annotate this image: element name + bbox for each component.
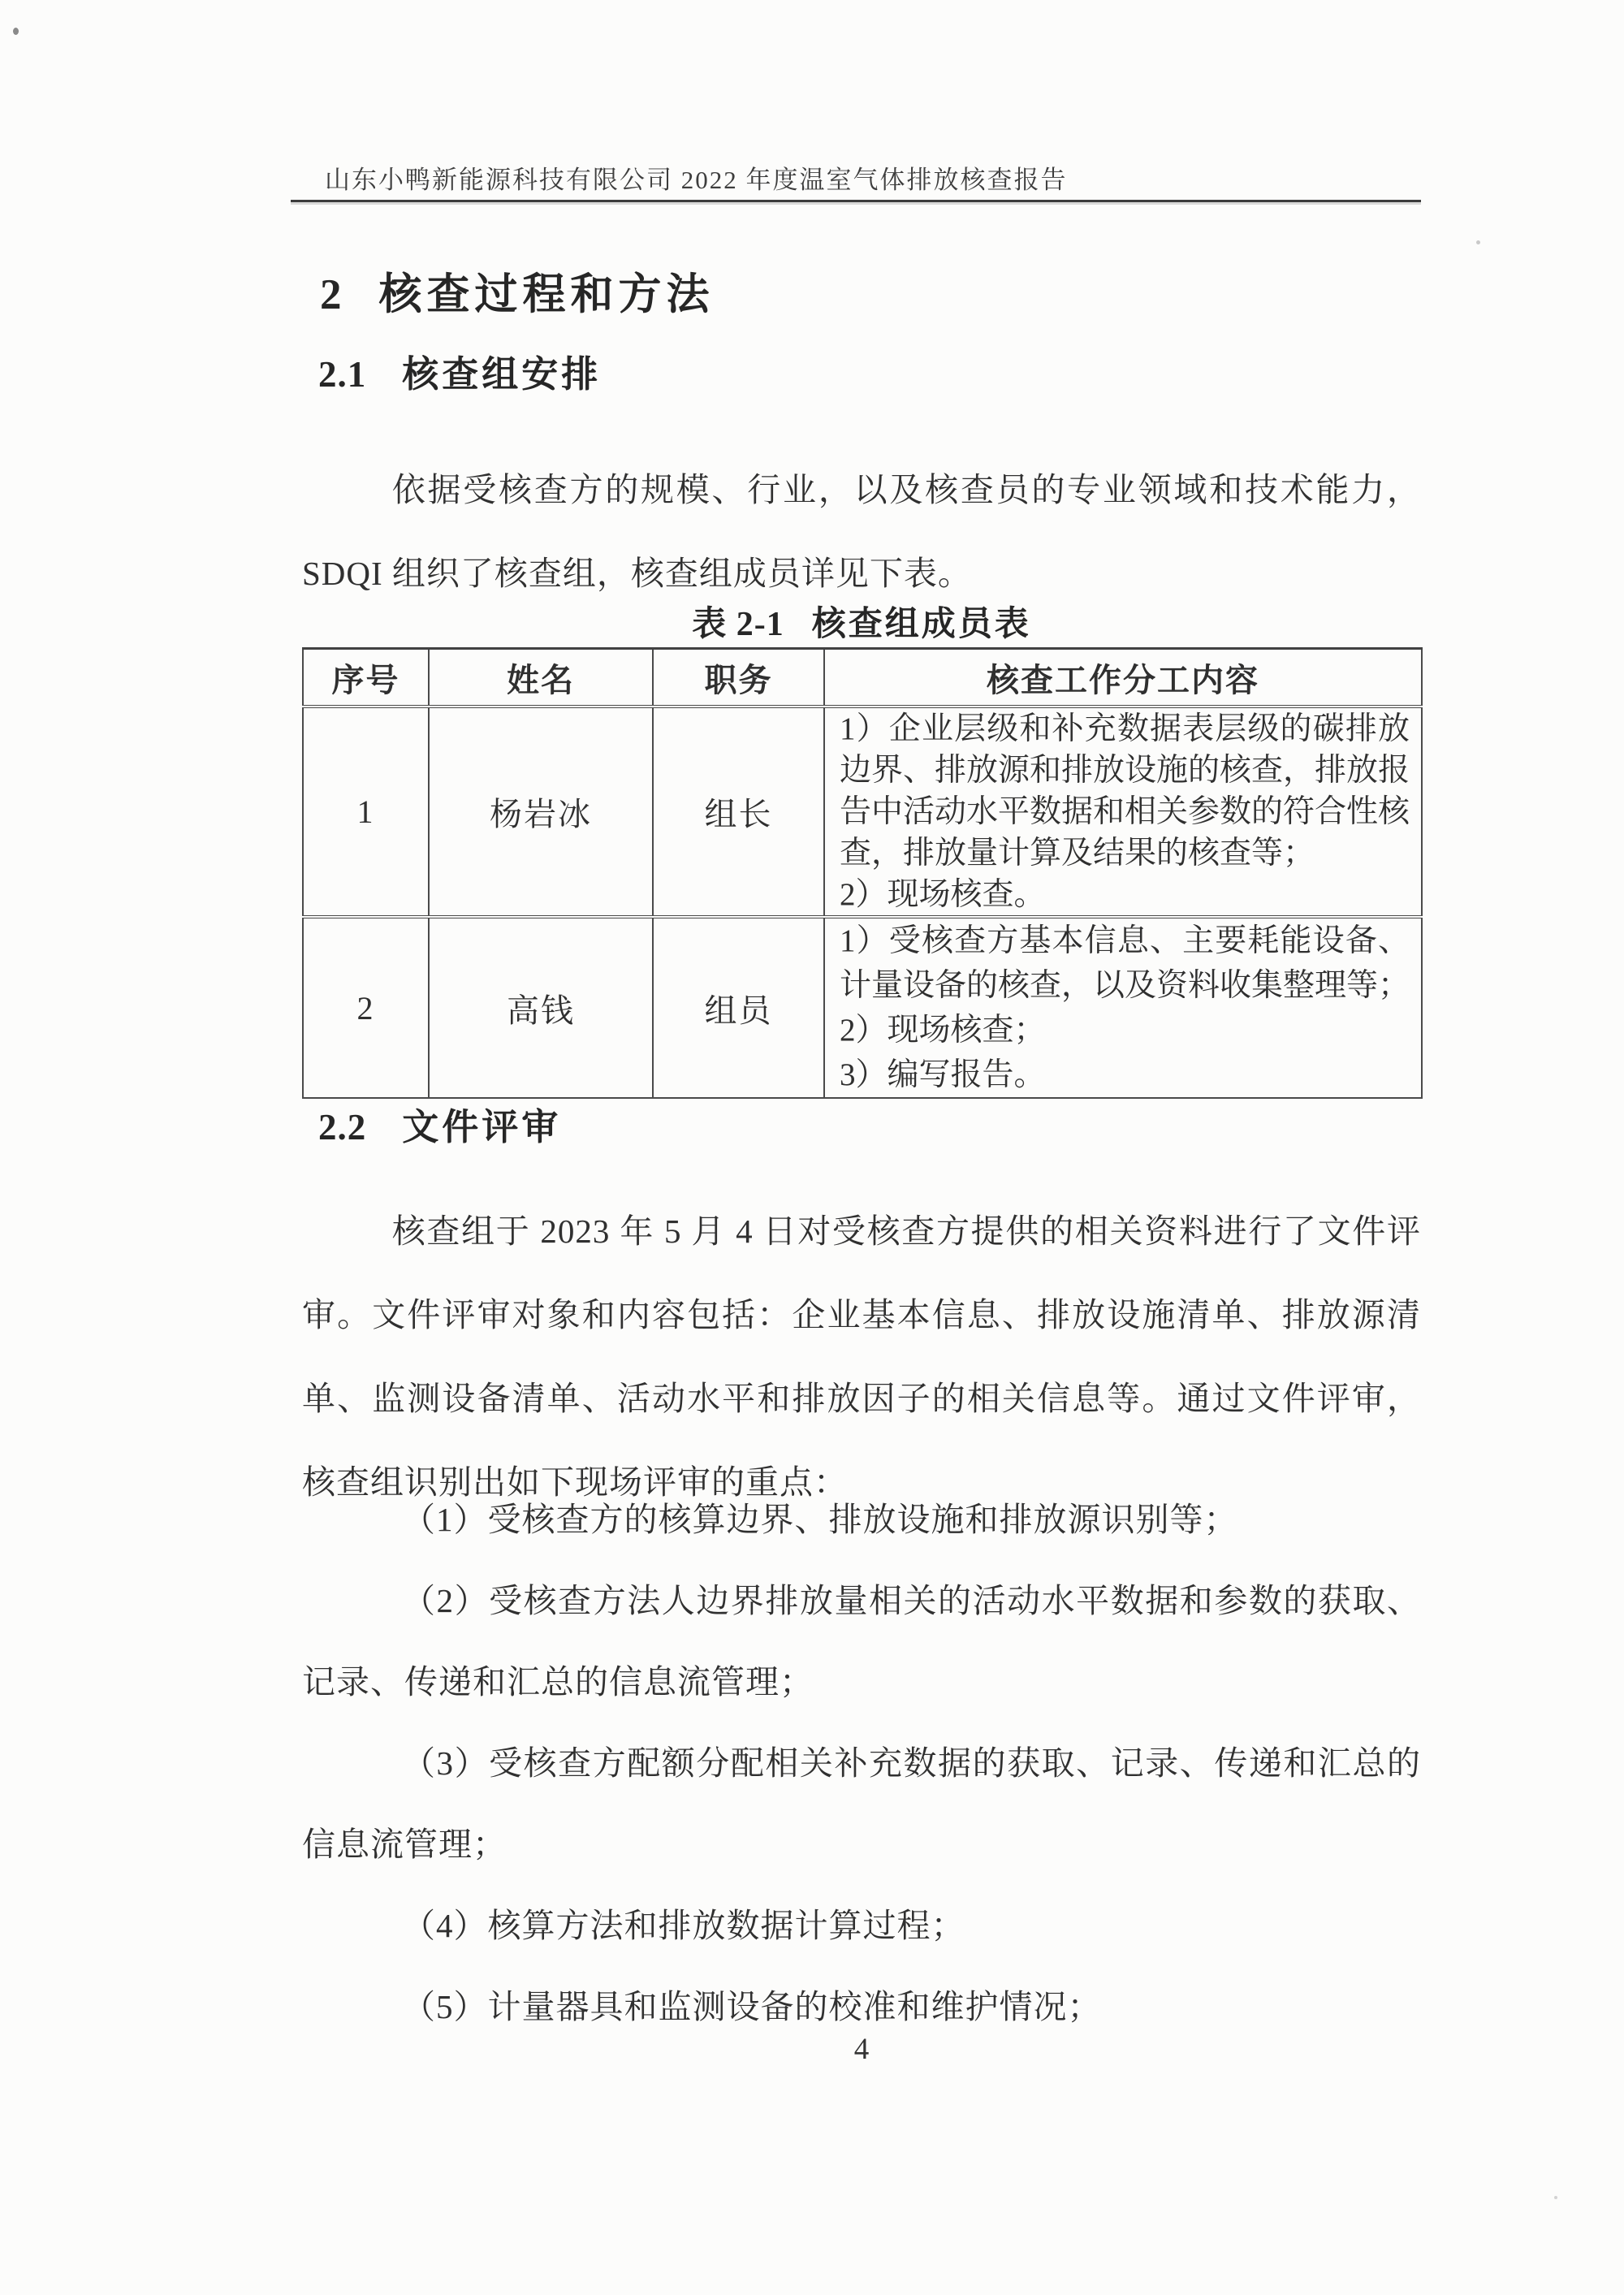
header-cell-duties: 核查工作分工内容 <box>824 649 1422 707</box>
member-duties-cell <box>824 707 1422 917</box>
section-2-number: 2 <box>320 271 342 318</box>
running-header: 山东小鸭新能源科技有限公司 2022 年度温室气体排放核查报告 <box>325 166 1068 194</box>
section-2-2-number: 2.2 <box>318 1107 367 1148</box>
duty-line: 1）受核查方基本信息、主要耗能设备、计量设备的核查，以及资料收集整理等； <box>840 923 1410 1003</box>
member-duties-cell <box>824 917 1422 1098</box>
section-2-1-title: 核查组安排 <box>402 354 602 395</box>
header-rule <box>291 200 1421 202</box>
member-name-cell: 杨岩冰 <box>429 707 653 917</box>
duty-line: 2）现场核查； <box>840 1013 1046 1048</box>
section-2-title: 核查过程和方法 <box>378 271 715 318</box>
section-2-2-paragraph: 核查组于 2023 年 5 月 4 日对受核查方提供的相关资料进行了文件评审。文件评审对象和内容包括：企业基本信息、排放设施清单、排放源清单、监测设备清单、活动水平和排放因子的相关信息等。通过文件评审，核查组识别出如下现场评审的重点： <box>302 1212 1421 1501</box>
table-caption <box>302 597 1421 646</box>
table-header-row <box>303 649 1422 707</box>
table-caption-title: 核查组成员表 <box>811 606 1031 643</box>
list-item: （1）受核查方的核算边界、排放设施和排放源识别等； <box>402 1501 1238 1538</box>
members-table <box>302 647 1423 1099</box>
list-item: （3）受核查方配额分配相关补充数据的获取、记录、传递和汇总的信息流管理； <box>302 1744 1421 1863</box>
section-2-2-heading <box>318 1097 561 1150</box>
duty-line: 2）现场核查。 <box>840 877 1046 912</box>
header-cell-name: 姓名 <box>429 649 653 707</box>
member-role-cell: 组员 <box>653 917 824 1098</box>
section-2-1-number: 2.1 <box>318 354 367 395</box>
list-item: （4）核算方法和排放数据计算过程； <box>402 1907 965 1944</box>
scan-speck <box>13 28 19 35</box>
section-2-1-heading <box>318 344 601 397</box>
header-cell-role: 职务 <box>653 649 824 707</box>
table-row <box>303 707 1422 917</box>
row-number-cell: 2 <box>303 917 429 1098</box>
section-2-1-paragraph: 依据受核查方的规模、行业，以及核查员的专业领域和技术能力，SDQI 组织了核查组，核查组成员详见下表。 <box>302 471 1421 592</box>
section-2-heading <box>320 260 715 322</box>
scan-speck <box>1554 2196 1557 2199</box>
member-role-cell: 组长 <box>653 707 824 917</box>
header-cell-no: 序号 <box>303 649 429 707</box>
table-caption-label: 表 2-1 <box>692 606 784 643</box>
section-2-2-title: 文件评审 <box>402 1107 562 1148</box>
duty-line: 3）编写报告。 <box>840 1057 1046 1092</box>
scan-speck <box>1476 240 1480 244</box>
review-focus-list <box>302 1479 1421 2047</box>
duty-line: 1）企业层级和补充数据表层级的碳排放边界、排放源和排放设施的核查，排放报告中活动水平数据和相关参数的符合性核查，排放量计算及结果的核查等； <box>840 711 1410 871</box>
page-number: 4 <box>853 2033 870 2066</box>
row-number-cell: 1 <box>303 707 429 917</box>
table-row <box>303 917 1422 1098</box>
list-item: （5）计量器具和监测设备的校准和维护情况； <box>402 1988 1102 2025</box>
list-item: （2）受核查方法人边界排放量相关的活动水平数据和参数的获取、记录、传递和汇总的信息流管理； <box>302 1582 1421 1701</box>
member-name-cell: 高钱 <box>429 917 653 1098</box>
